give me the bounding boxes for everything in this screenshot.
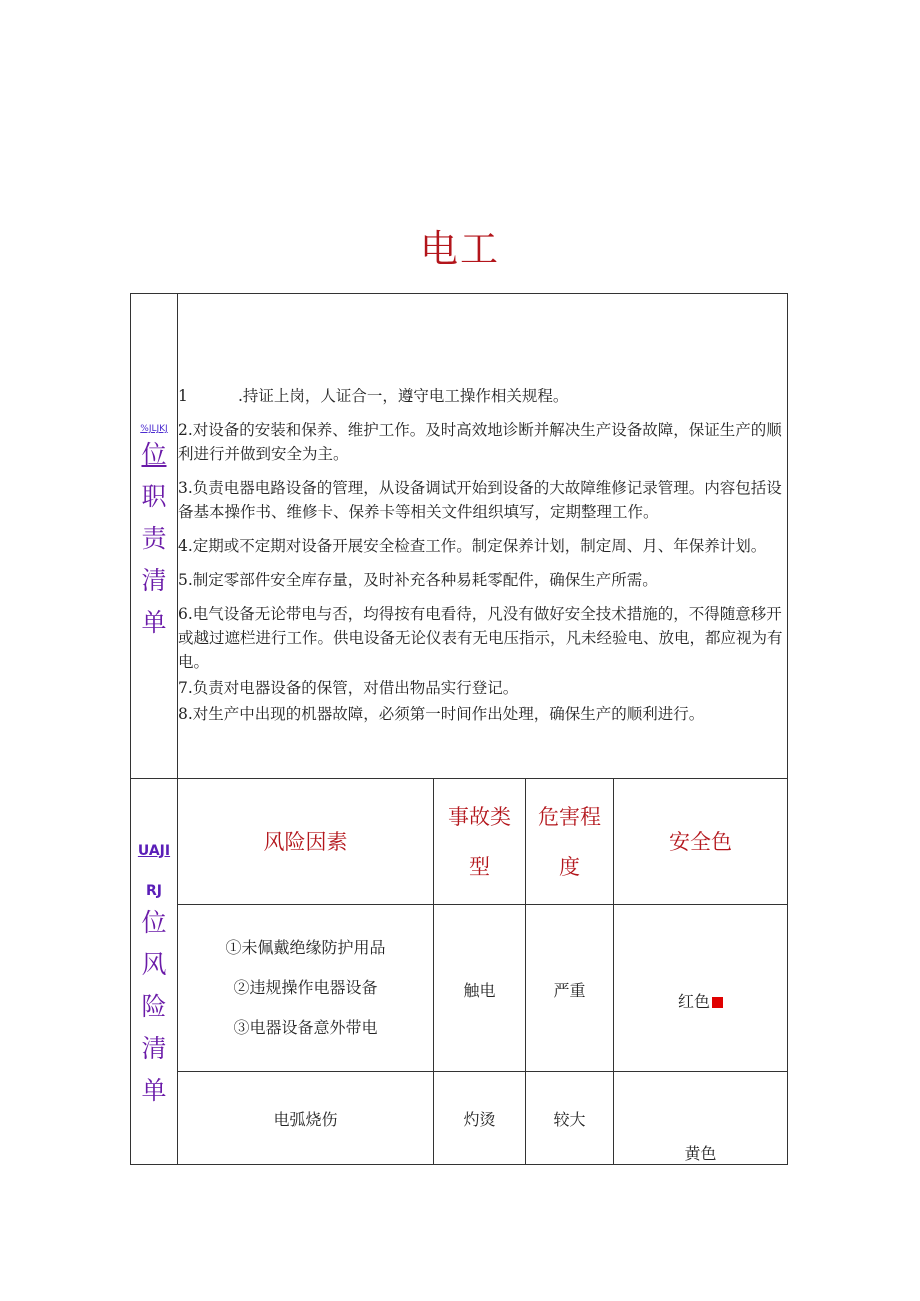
table-bottom-border — [130, 1164, 788, 1165]
duty-item: 2.对设备的安装和保养、维护工作。及时高效地诊断并解决生产设备故障，保证生产的顺利进行并做到安全为主。 — [178, 421, 782, 463]
risk-side-char: 清 — [141, 1034, 167, 1063]
risk-side-small: UAJI — [137, 843, 171, 859]
risk-side-char: 风 — [141, 950, 167, 979]
risk-hazard-cell — [526, 905, 613, 1071]
risk-color: 红色 — [677, 992, 710, 1011]
risk-accident: 灼烫 — [463, 1109, 496, 1129]
header-color — [614, 779, 787, 904]
risk-side-small: RJ — [146, 883, 162, 899]
risk-color-wrap — [678, 989, 723, 1012]
header-factor — [178, 779, 433, 904]
duty-side-small: %JLJKJ — [140, 424, 168, 434]
risk-accident-cell — [434, 905, 525, 1071]
page-title: 电工 — [419, 227, 500, 271]
duty-side-char: 位 — [141, 440, 167, 469]
risk-factor: ①未佩戴绝缘防护用品 — [225, 938, 386, 957]
risk-color: 黄色 — [684, 1144, 717, 1163]
header-accident — [434, 779, 525, 904]
risk-hazard-cell — [526, 1072, 613, 1164]
duty-item: 3.负责电器电路设备的管理，从设备调试开始到设备的大故障维修记录管理。内容包括设备基本操作书、维修卡、保养卡等相关文件组织填写，定期整理工作。 — [178, 479, 782, 521]
table-right-border — [787, 293, 788, 1165]
duty-item: 7.负责对电器设备的保管，对借出物品实行登记。 — [178, 679, 519, 697]
risk-factor: ③电器设备意外带电 — [233, 1018, 378, 1037]
header-accident-line2: 型 — [469, 854, 490, 879]
header-color-text: 安全色 — [669, 829, 732, 854]
risk-factor: ②违规操作电器设备 — [233, 978, 378, 997]
duty-side-char: 责 — [141, 524, 167, 553]
header-hazard — [526, 779, 613, 904]
duty-item: 6.电气设备无论带电与否，均得按有电看待，凡没有做好安全技术措施的，不得随意移开或越过遮栏进行工作。供电设备无论仪表有无电压指示，凡未经验电、放电，都应视为有电。 — [178, 605, 783, 671]
risk-side-char: 单 — [141, 1076, 167, 1105]
risk-factor: 电弧烧伤 — [273, 1109, 338, 1129]
risk-accident: 触电 — [463, 981, 496, 1000]
duty-text: .持证上岗，人证合一，遵守电工操作相关规程。 — [238, 387, 569, 405]
risk-side-char: 位 — [141, 908, 167, 937]
header-factor-text: 风险因素 — [263, 829, 348, 854]
red-swatch-icon — [712, 997, 723, 1008]
risk-color-cell — [614, 905, 787, 1071]
duty-side-char: 职 — [141, 482, 167, 511]
risk-color-cell — [614, 1072, 787, 1164]
duty-side-char: 清 — [141, 566, 167, 595]
header-hazard-line2: 度 — [559, 854, 580, 879]
risk-accident-cell — [434, 1072, 525, 1164]
risk-side-char: 险 — [141, 992, 167, 1021]
risk-hazard: 较大 — [553, 1109, 586, 1129]
risk-factors-cell — [178, 1072, 433, 1164]
header-hazard-line1: 危害程 — [538, 804, 601, 829]
duty-item: 5.制定零部件安全库存量，及时补充各种易耗零配件，确保生产所需。 — [178, 571, 658, 589]
duty-item: 4.定期或不定期对设备开展安全检查工作。制定保养计划，制定周、月、年保养计划。 — [178, 537, 767, 555]
duty-item — [178, 384, 786, 408]
table-top-border — [130, 293, 788, 294]
duty-item: 8.对生产中出现的机器故障，必须第一时间作出处理，确保生产的顺利进行。 — [178, 705, 705, 723]
risk-factors-cell — [178, 905, 433, 1071]
duty-number: 1 — [178, 387, 188, 405]
risk-hazard: 严重 — [553, 981, 586, 1000]
duty-side-label — [131, 424, 177, 644]
risk-side-label — [131, 840, 177, 1112]
duty-side-char: 单 — [141, 608, 167, 637]
header-accident-line1: 事故类 — [448, 804, 511, 829]
duty-list — [178, 384, 786, 736]
